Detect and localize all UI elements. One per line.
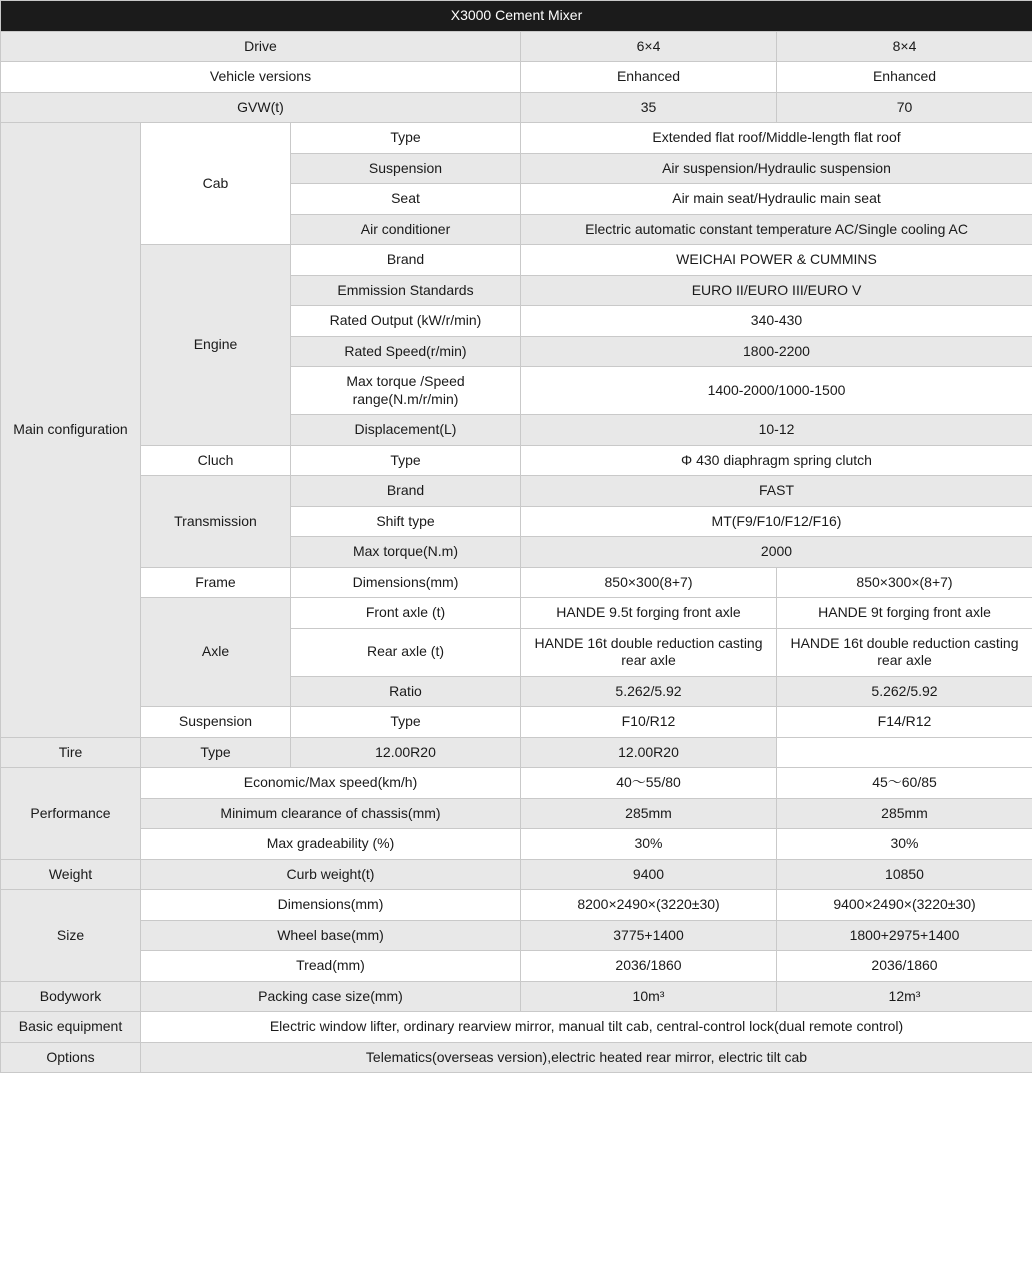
row-value-1: F10/R12: [521, 707, 777, 738]
row-label: Seat: [291, 184, 521, 215]
row-label: Brand: [291, 476, 521, 507]
table-row: [1, 445, 1032, 476]
row-value: 1800-2200: [521, 336, 1032, 367]
row-value: 340-430: [521, 306, 1032, 337]
row-value-2: 30%: [777, 829, 1032, 860]
row-value-1: 3775+1400: [521, 920, 777, 951]
subgroup-label-frame: Frame: [141, 567, 291, 598]
table-row: [1, 920, 1032, 951]
row-value-2: 70: [777, 92, 1032, 123]
row-value-2: Enhanced: [777, 62, 1032, 93]
row-label: Emmission Standards: [291, 275, 521, 306]
row-value: WEICHAI POWER & CUMMINS: [521, 245, 1032, 276]
table-row: [1, 1012, 1032, 1043]
row-value-1: 5.262/5.92: [521, 676, 777, 707]
row-label: Max torque(N.m): [291, 537, 521, 568]
row-value-1: Enhanced: [521, 62, 777, 93]
group-label-performance: Performance: [1, 768, 141, 860]
row-value-1: HANDE 9.5t forging front axle: [521, 598, 777, 629]
group-label-main-configuration: Main configuration: [1, 123, 141, 738]
table-row: [1, 123, 1032, 154]
table-row: [1, 890, 1032, 921]
table-row: [1, 62, 1032, 93]
row-value: Electric window lifter, ordinary rearview mirror, manual tilt cab, central-control lock(dual remote control): [141, 1012, 1032, 1043]
row-value-2: 2036/1860: [777, 951, 1032, 982]
table-row: [1, 768, 1032, 799]
row-value: FAST: [521, 476, 1032, 507]
row-label: Max torque /Speed range(N.m/r/min): [291, 367, 521, 415]
row-value-1: 35: [521, 92, 777, 123]
row-label: Curb weight(t): [141, 859, 521, 890]
row-value-2: HANDE 9t forging front axle: [777, 598, 1032, 629]
row-label: Rated Speed(r/min): [291, 336, 521, 367]
group-label-basic-equipment: Basic equipment: [1, 1012, 141, 1043]
subgroup-label-axle: Axle: [141, 598, 291, 707]
table-row: [1, 92, 1032, 123]
row-label: Type: [291, 123, 521, 154]
row-value-1: 10m³: [521, 981, 777, 1012]
row-value-1: 2036/1860: [521, 951, 777, 982]
row-label: Dimensions(mm): [141, 890, 521, 921]
row-label: Tread(mm): [141, 951, 521, 982]
row-value: Φ 430 diaphragm spring clutch: [521, 445, 1032, 476]
table-row: [1, 707, 1032, 738]
table-row: [1, 981, 1032, 1012]
row-value-2: 285mm: [777, 798, 1032, 829]
row-value: Air main seat/Hydraulic main seat: [521, 184, 1032, 215]
row-value-1: 12.00R20: [291, 737, 521, 768]
row-value: 1400-2000/1000-1500: [521, 367, 1032, 415]
subgroup-label-engine: Engine: [141, 245, 291, 446]
row-value: Extended flat roof/Middle-length flat roof: [521, 123, 1032, 154]
row-value-2: F14/R12: [777, 707, 1032, 738]
table-row: [1, 798, 1032, 829]
row-value-1: 6×4: [521, 31, 777, 62]
table-row: [1, 829, 1032, 860]
subgroup-label-cab: Cab: [141, 123, 291, 245]
row-label: Front axle (t): [291, 598, 521, 629]
row-label: Type: [291, 707, 521, 738]
row-label: Displacement(L): [291, 415, 521, 446]
table-row: [1, 859, 1032, 890]
row-label: Shift type: [291, 506, 521, 537]
row-value-1: 40～55/80: [521, 768, 777, 799]
row-value-2: 8×4: [777, 31, 1032, 62]
row-value: Air suspension/Hydraulic suspension: [521, 153, 1032, 184]
row-label: Rear axle (t): [291, 628, 521, 676]
row-label: Type: [141, 737, 291, 768]
row-label: Minimum clearance of chassis(mm): [141, 798, 521, 829]
table-row: [1, 476, 1032, 507]
row-value-1: 8200×2490×(3220±30): [521, 890, 777, 921]
row-label: Type: [291, 445, 521, 476]
subgroup-label-suspension: Suspension: [141, 707, 291, 738]
row-value: Telematics(overseas version),electric heated rear mirror, electric tilt cab: [141, 1042, 1032, 1073]
row-label: Vehicle versions: [1, 62, 521, 93]
table-row: [1, 951, 1032, 982]
table-row: [1, 1042, 1032, 1073]
row-value-1: 30%: [521, 829, 777, 860]
page-title: X3000 Cement Mixer: [1, 1, 1032, 32]
row-label: Brand: [291, 245, 521, 276]
row-label: Rated Output (kW/r/min): [291, 306, 521, 337]
row-label: Ratio: [291, 676, 521, 707]
row-label: Air conditioner: [291, 214, 521, 245]
row-value-2: 45～60/85: [777, 768, 1032, 799]
row-label: Suspension: [291, 153, 521, 184]
row-value-1: 850×300(8+7): [521, 567, 777, 598]
row-value-1: 285mm: [521, 798, 777, 829]
row-value-2: 12m³: [777, 981, 1032, 1012]
row-value: 10-12: [521, 415, 1032, 446]
table-row: [1, 31, 1032, 62]
row-label: GVW(t): [1, 92, 521, 123]
group-label-options: Options: [1, 1042, 141, 1073]
row-value: 2000: [521, 537, 1032, 568]
row-value-2: 1800+2975+1400: [777, 920, 1032, 951]
group-label-weight: Weight: [1, 859, 141, 890]
subgroup-label-transmission: Transmission: [141, 476, 291, 568]
row-value-1: 9400: [521, 859, 777, 890]
row-value-2: HANDE 16t double reduction casting rear axle: [777, 628, 1032, 676]
group-label-size: Size: [1, 890, 141, 982]
table-row: [1, 245, 1032, 276]
row-value: MT(F9/F10/F12/F16): [521, 506, 1032, 537]
row-value: EURO II/EURO III/EURO V: [521, 275, 1032, 306]
row-value-2: 10850: [777, 859, 1032, 890]
row-label: Wheel base(mm): [141, 920, 521, 951]
row-value-1: HANDE 16t double reduction casting rear axle: [521, 628, 777, 676]
row-label: Economic/Max speed(km/h): [141, 768, 521, 799]
row-value-2: 9400×2490×(3220±30): [777, 890, 1032, 921]
subgroup-label-tire: Tire: [1, 737, 141, 768]
row-value-2: 850×300×(8+7): [777, 567, 1032, 598]
table-row: [1, 737, 1032, 768]
group-label-bodywork: Bodywork: [1, 981, 141, 1012]
row-value: Electric automatic constant temperature AC/Single cooling AC: [521, 214, 1032, 245]
table-title-row: [1, 1, 1032, 32]
row-label: Dimensions(mm): [291, 567, 521, 598]
row-label: Drive: [1, 31, 521, 62]
table-row: [1, 598, 1032, 629]
row-value-2: 12.00R20: [521, 737, 777, 768]
row-label: Max gradeability (%): [141, 829, 521, 860]
row-label: Packing case size(mm): [141, 981, 521, 1012]
row-value-2: 5.262/5.92: [777, 676, 1032, 707]
subgroup-label-cluch: Cluch: [141, 445, 291, 476]
table-row: [1, 567, 1032, 598]
